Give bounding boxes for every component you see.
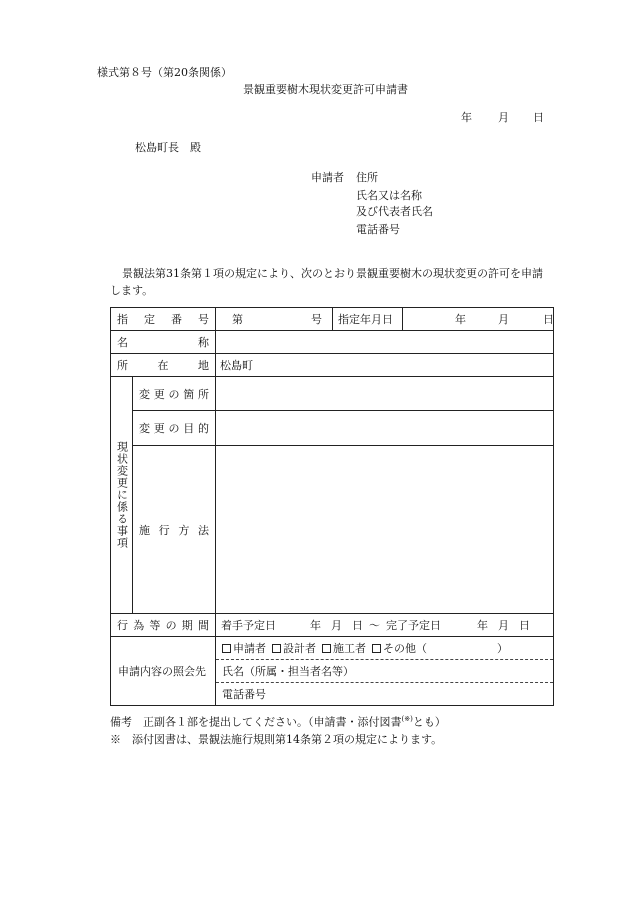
applicant-label: 申請者 [311, 171, 344, 184]
wave-dash: ～ [369, 619, 380, 632]
dd-day: 日 [543, 313, 554, 326]
opt-applicant: 申請者 [233, 642, 266, 655]
applicant-phone-label: 電話番号 [356, 223, 400, 236]
start-day: 日 [352, 619, 363, 632]
applicant-rep-label: 及び代表者氏名 [356, 205, 433, 218]
row-designation [111, 308, 554, 331]
change-purpose-field[interactable] [216, 411, 554, 446]
end-day: 日 [519, 619, 530, 632]
period-field[interactable] [216, 614, 554, 637]
name-label: 名 称 [111, 331, 216, 354]
contact-name-line[interactable] [216, 660, 553, 683]
section-label: 現状変更に係る事項 [115, 441, 129, 549]
row-location [111, 354, 554, 377]
body-text-line2: します。 [110, 284, 154, 297]
checkbox-other[interactable] [372, 644, 381, 653]
opt-designer: 設計者 [283, 642, 316, 655]
designation-no-label: 指 定 番 号 [111, 308, 216, 331]
contact-field [216, 637, 554, 706]
dd-month: 月 [498, 313, 509, 326]
contact-options [216, 637, 553, 660]
applicant-name-label: 氏名又は名称 [356, 189, 422, 202]
location-field[interactable]: 松島町 [216, 354, 554, 377]
date-month: 月 [498, 111, 509, 124]
checkbox-builder[interactable] [322, 644, 331, 653]
change-place-label: 変 更 の 箇 所 [133, 377, 216, 411]
row-name [111, 331, 554, 354]
designated-date-label: 指定年月日 [333, 308, 403, 331]
application-table [110, 307, 554, 706]
start-year: 年 [310, 619, 321, 632]
period-label: 行 為 等 の 期 間 [111, 614, 216, 637]
no-prefix: 第 [232, 313, 243, 326]
body-text-line1: 景観法第31条第１項の規定により、次のとおり景観重要樹木の現状変更の許可を申請 [122, 267, 543, 280]
row-change-place [111, 377, 554, 411]
start-label: 着手予定日 [221, 619, 276, 632]
end-year: 年 [477, 619, 488, 632]
row-method [111, 446, 554, 614]
name-field[interactable] [216, 331, 554, 354]
note-1-mark: (※) [401, 715, 413, 723]
dd-year: 年 [455, 313, 466, 326]
document-title: 景観重要樹木現状変更許可申請書 [243, 83, 408, 96]
location-label: 所 在 地 [111, 354, 216, 377]
note-2: ※ 添付図書は、景観法施行規則第14条第２項の規定によります。 [110, 733, 443, 746]
designation-no-field[interactable] [216, 308, 333, 331]
change-purpose-label: 変 更 の 目 的 [133, 411, 216, 446]
start-month: 月 [331, 619, 342, 632]
method-field[interactable] [216, 446, 554, 614]
end-month: 月 [498, 619, 509, 632]
date-year: 年 [461, 111, 472, 124]
end-label: 完了予定日 [386, 619, 441, 632]
section-label-cell [111, 377, 133, 614]
note-1-text: 備考 正副各１部を提出してください。（申請書・添付図書 [110, 715, 402, 729]
designated-date-field[interactable] [403, 308, 554, 331]
checkbox-designer[interactable] [272, 644, 281, 653]
opt-other: その他（ [383, 642, 427, 655]
note-1 [110, 716, 446, 728]
addressee: 松島町長 殿 [135, 141, 201, 154]
no-suffix: 号 [311, 313, 322, 326]
contact-phone-label: 電話番号 [222, 688, 266, 701]
contact-phone-line[interactable] [216, 683, 553, 705]
opt-close: ） [497, 642, 508, 655]
note-1-tail: とも） [412, 715, 446, 729]
contact-name-label: 氏名（所属・担当者名等） [222, 665, 354, 678]
change-place-field[interactable] [216, 377, 554, 411]
row-period [111, 614, 554, 637]
opt-builder: 施工者 [333, 642, 366, 655]
method-label: 施 行 方 法 [133, 446, 216, 614]
checkbox-applicant[interactable] [222, 644, 231, 653]
row-contact [111, 637, 554, 706]
contact-label: 申請内容の照会先 [111, 637, 216, 706]
date-day: 日 [533, 111, 544, 124]
form-number: 様式第８号（第20条関係） [97, 66, 232, 79]
applicant-address-label: 住所 [356, 171, 378, 184]
row-change-purpose [111, 411, 554, 446]
